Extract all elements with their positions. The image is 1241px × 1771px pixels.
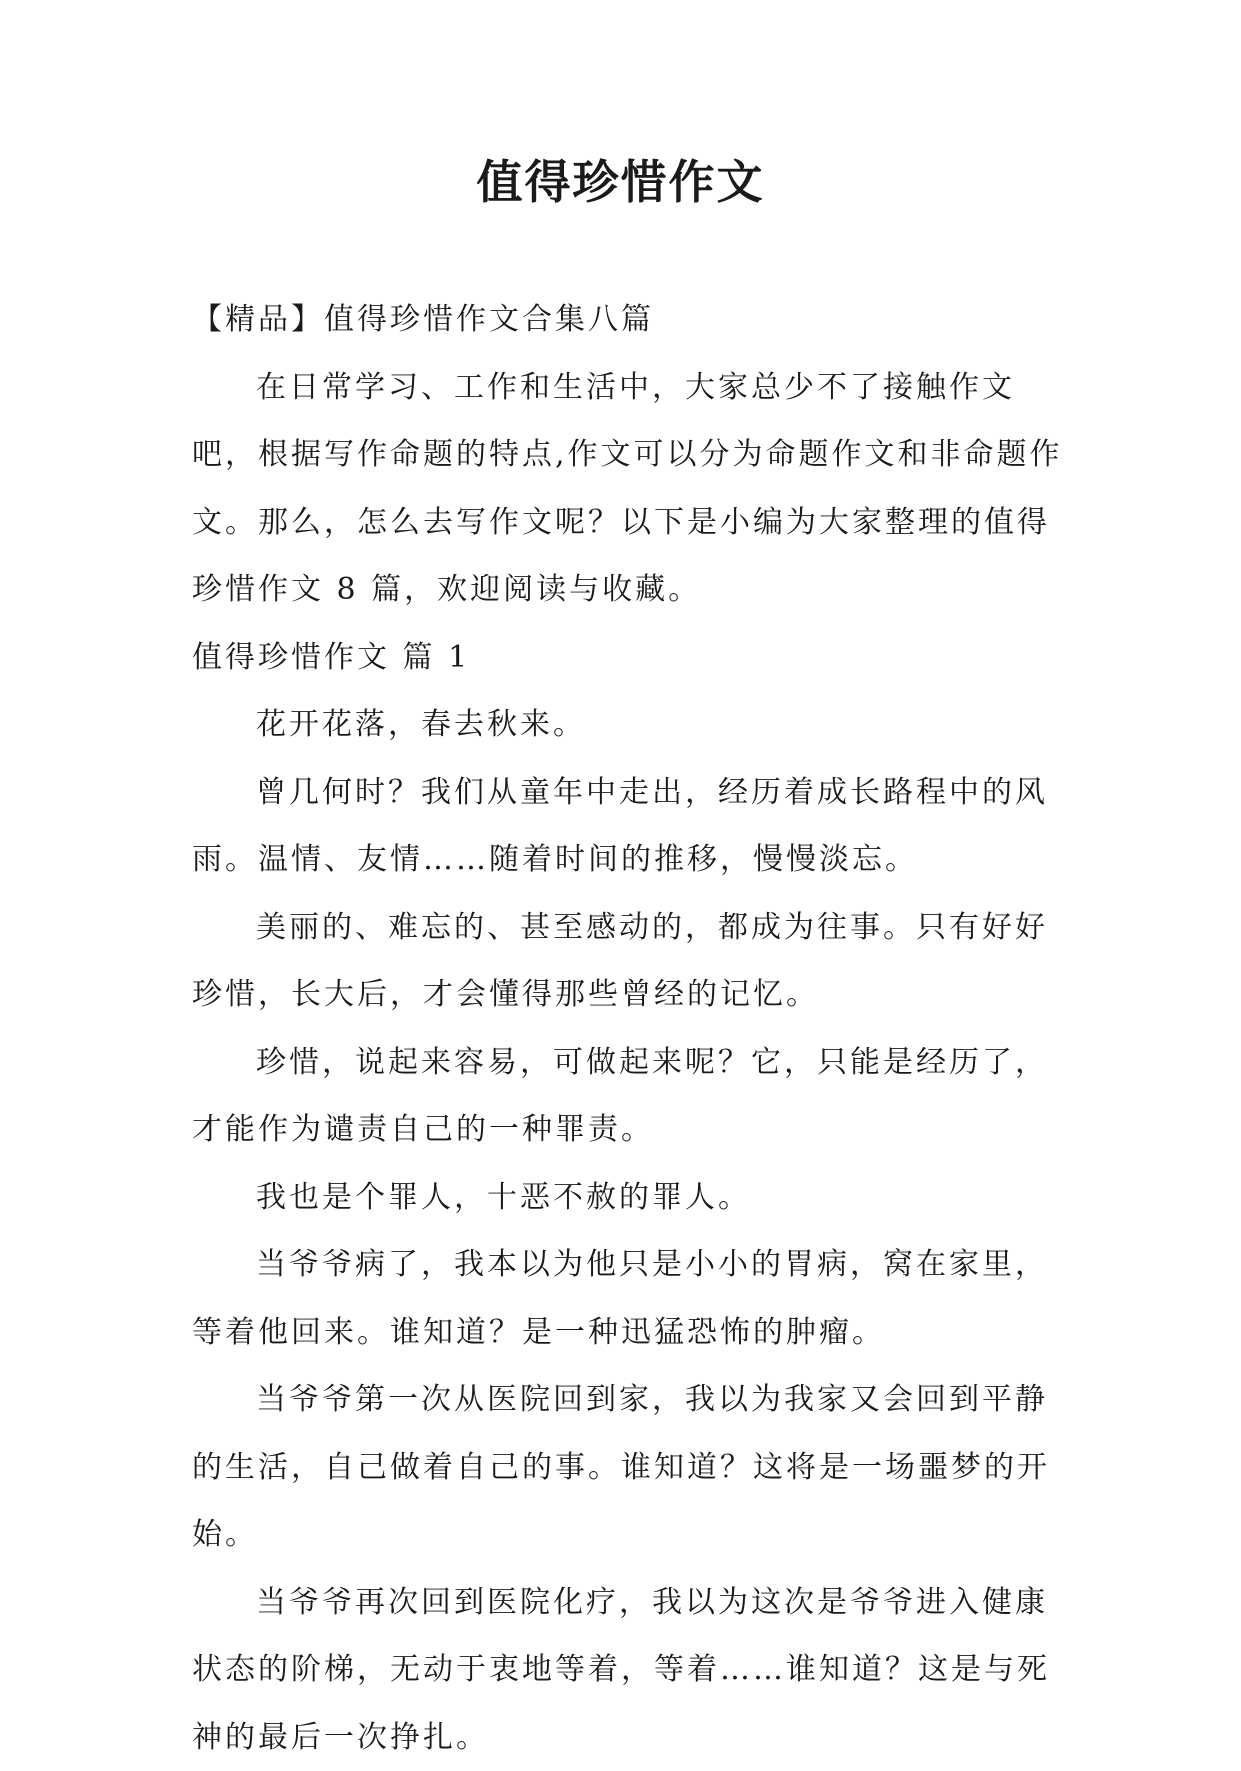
- section-heading: 值得珍惜作文 篇 1: [192, 624, 1072, 692]
- body-paragraph: 我也是个罪人，十恶不赦的罪人。: [192, 1164, 1072, 1232]
- body-paragraph: 美丽的、难忘的、甚至感动的，都成为往事。只有好好珍惜，长大后，才会懂得那些曾经的记忆。: [192, 894, 1072, 1029]
- body-paragraph: 曾几何时？我们从童年中走出，经历着成长路程中的风雨。温情、友情……随着时间的推移，慢慢淡忘。: [192, 759, 1072, 894]
- body-paragraph: 当爷爷再次回到医院化疗，我以为这次是爷爷进入健康状态的阶梯，无动于衷地等着，等着……谁知道？这是与死神的最后一次挣扎。: [192, 1569, 1072, 1771]
- body-paragraph: 当爷爷病了，我本以为他只是小小的胃病，窝在家里，等着他回来。谁知道？是一种迅猛恐怖的肿瘤。: [192, 1231, 1072, 1366]
- body-paragraph: 当爷爷第一次从医院回到家，我以为我家又会回到平静的生活，自己做着自己的事。谁知道？这将是一场噩梦的开始。: [192, 1366, 1072, 1569]
- document-title: 值得珍惜作文: [0, 152, 1241, 212]
- intro-paragraph: 在日常学习、工作和生活中，大家总少不了接触作文吧，根据写作命题的特点,作文可以分为命题作文和非命题作文。那么，怎么去写作文呢？以下是小编为大家整理的值得珍惜作文 8 篇，欢迎阅读与收藏。: [192, 354, 1072, 624]
- body-paragraph: 珍惜，说起来容易，可做起来呢？它，只能是经历了，才能作为谴责自己的一种罪责。: [192, 1029, 1072, 1164]
- body-paragraph: 花开花落，春去秋来。: [192, 691, 1072, 759]
- collection-heading: 【精品】值得珍惜作文合集八篇: [192, 286, 1072, 354]
- document-body: [192, 286, 1072, 1771]
